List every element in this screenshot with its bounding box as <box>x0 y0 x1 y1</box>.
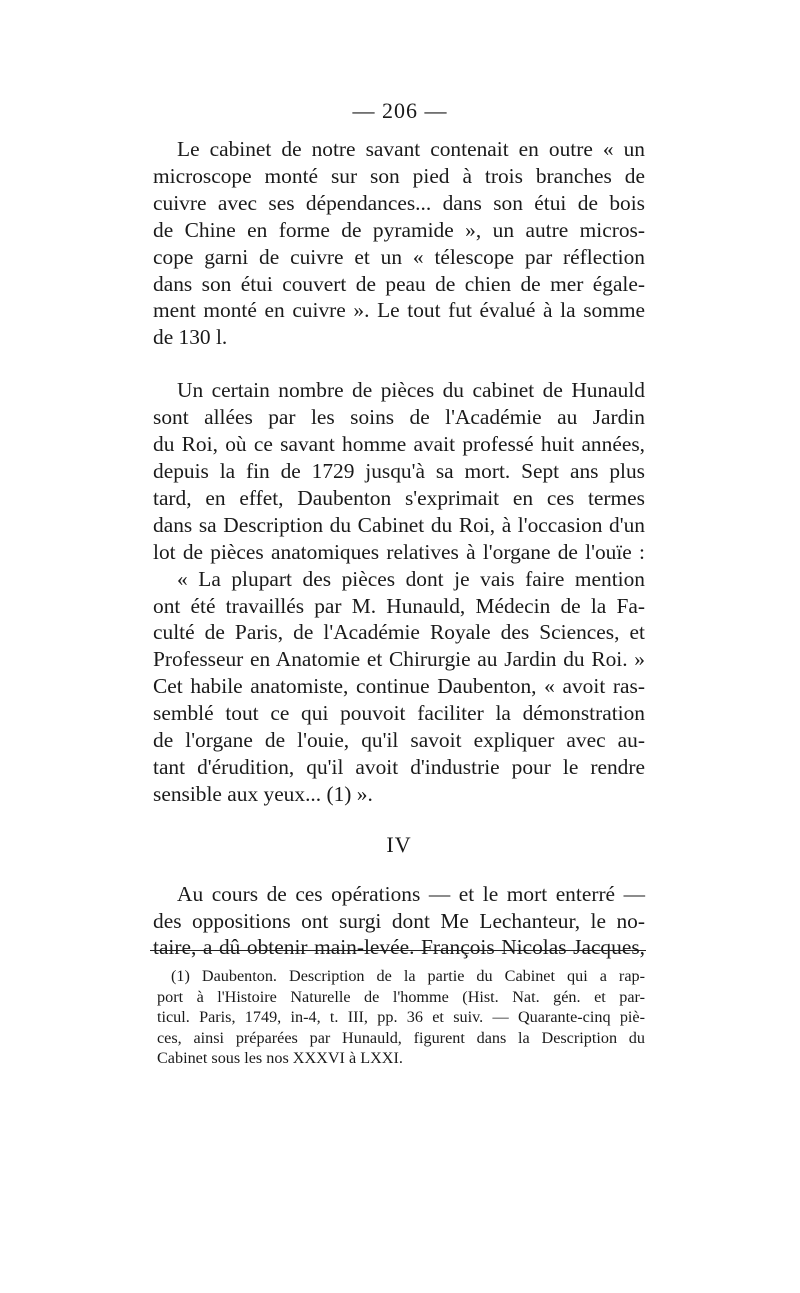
text-line: des oppositions ont surgi dont Me Lechanteur, le no- <box>153 908 645 933</box>
paragraph-1 <box>153 136 645 351</box>
text-line: tant d'érudition, qu'il avoit d'industrie pour le rendre <box>153 754 645 779</box>
footnote-separator <box>150 950 646 951</box>
text-line: dans sa Description du Cabinet du Roi, à l'occasion d'un <box>153 512 645 537</box>
footnote <box>157 966 645 1069</box>
paragraph-gap <box>153 351 645 377</box>
footnote-line: port à l'Histoire Naturelle de l'homme (Hist. Nat. gén. et par- <box>157 987 645 1006</box>
text-line: Cet habile anatomiste, continue Daubenton, « avoit ras- <box>153 674 645 699</box>
text-line: cope garni de cuivre et un « télescope par réflection <box>153 244 645 269</box>
text-line: depuis la fin de 1729 jusqu'à sa mort. Sept ans plus <box>153 458 645 483</box>
text-line: « La plupart des pièces dont je vais faire mention <box>177 566 645 591</box>
footnote-line: ticul. Paris, 1749, in-4, t. III, pp. 36 et suiv. — Quarante-cinq piè- <box>157 1008 645 1027</box>
text-line: ont été travaillés par M. Hunauld, Médecin de la Fa- <box>153 593 645 618</box>
text-line: microscope monté sur son pied à trois branches de <box>153 163 645 188</box>
text-line: Au cours de ces opérations — et le mort enterré — <box>177 881 645 906</box>
body-text <box>153 136 645 961</box>
text-line: dans son étui couvert de peau de chien de mer égale- <box>153 271 645 296</box>
text-line: sont allées par les soins de l'Académie au Jardin <box>153 405 645 430</box>
text-line: semblé tout ce qui pouvoit faciliter la démonstration <box>153 701 645 726</box>
text-line: lot de pièces anatomiques relatives à l'organe de l'ouïe : <box>153 539 645 564</box>
paragraph-2 <box>153 377 645 808</box>
text-line: de 130 l. <box>153 325 228 350</box>
text-line: Professeur en Anatomie et Chirurgie au Jardin du Roi. » <box>153 647 645 672</box>
text-line: Un certain nombre de pièces du cabinet de Hunauld <box>177 378 645 403</box>
text-line: ment monté en cuivre ». Le tout fut évalué à la somme <box>153 298 645 323</box>
footnote-line: (1) Daubenton. Description de la partie du Cabinet qui a rap- <box>171 967 645 985</box>
section-heading: IV <box>386 831 412 857</box>
footnote-line: ces, ainsi préparées par Hunauld, figurent dans la Description du <box>157 1028 645 1047</box>
text-line: cuivre avec ses dépendances... dans son étui de bois <box>153 190 645 215</box>
text-line: taire, a dû obtenir main-levée. François Nicolas Jacques, <box>153 935 645 960</box>
text-line: du Roi, où ce savant homme avait professé huit années, <box>153 432 645 457</box>
text-line: tard, en effet, Daubenton s'exprimait en ces termes <box>153 485 645 510</box>
text-line: Le cabinet de notre savant contenait en outre « un <box>177 137 645 161</box>
page-number: — 206 — <box>352 98 448 123</box>
text-line: de l'organe de l'ouie, qu'il savoit expliquer avec au- <box>153 728 645 753</box>
text-line: de Chine en forme de pyramide », un autre micros- <box>153 217 645 242</box>
footnote-line: Cabinet sous les nos XXXVI à LXXI. <box>157 1049 403 1068</box>
text-line: culté de Paris, de l'Académie Royale des Sciences, et <box>153 620 645 645</box>
text-line: sensible aux yeux... (1) ». <box>153 781 373 806</box>
